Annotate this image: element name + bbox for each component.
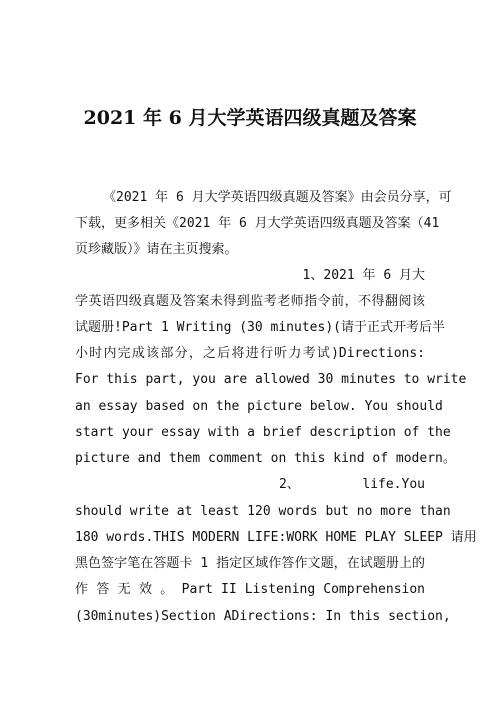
paragraph-line: 黑色签字笔在答题卡 1 指定区域作答作文题，在试题册上的: [75, 556, 425, 571]
paragraph-line: 2、 life.You: [278, 477, 425, 492]
paragraph-line: start your essay with a brief description of the: [75, 425, 451, 440]
paragraph-line: 1、2021 年 6 月大: [302, 268, 425, 283]
paragraph-line: 小时内完成该部分，之后将进行听力考试)Directions:: [75, 346, 425, 361]
paragraph-line: an essay based on the picture below. You should: [75, 399, 443, 414]
paragraph-line: 《2021 年 6 月大学英语四级真题及答案》由会员分享，可: [103, 190, 452, 205]
document-title: 2021 年 6 月大学英语四级真题及答案: [83, 107, 417, 129]
paragraph-line: 学英语四级真题及答案未得到监考老师指令前，不得翻阅该: [75, 294, 425, 309]
paragraph-line: 页珍藏版）》请在主页搜索。: [75, 242, 238, 257]
paragraph-line: 试题册!Part 1 Writing (30 minutes)(请于正式开考后半: [75, 320, 445, 335]
paragraph-line: should write at least 120 words but no more than: [75, 504, 451, 519]
paragraph-line: picture and them comment on this kind of modern。: [75, 451, 456, 466]
paragraph-line: 作 答 无 效 。 Part II Listening Comprehension: [75, 582, 425, 597]
paragraph-line: 180 words.THIS MODERN LIFE:WORK HOME PLAY SLEEP 请用: [75, 530, 477, 545]
paragraph-line: (30minutes)Section ADirections: In this section,: [75, 609, 451, 624]
paragraph-line: 下载，更多相关《2021 年 6 月大学英语四级真题及答案（41: [75, 216, 440, 231]
paragraph-line: For this part, you are allowed 30 minutes to write: [75, 372, 467, 387]
